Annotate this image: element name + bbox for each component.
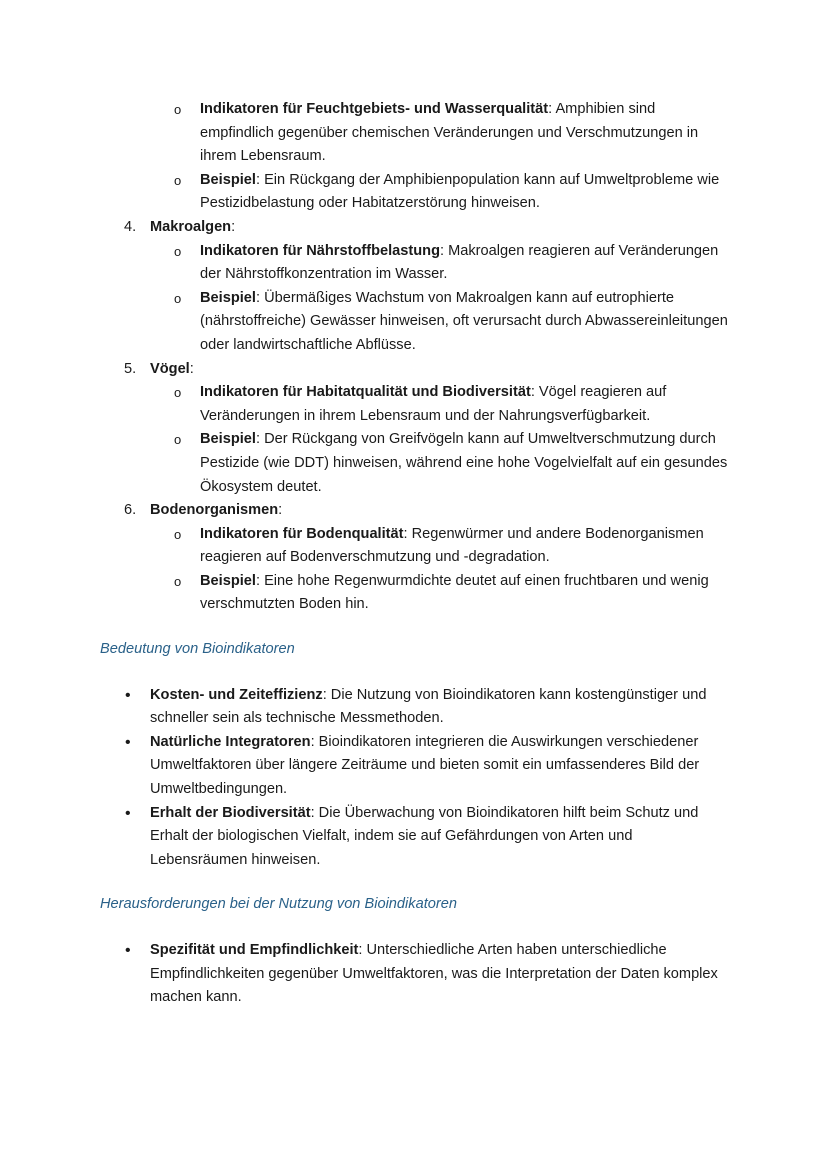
item-label: Spezifität und Empfindlichkeit	[150, 942, 359, 958]
colon: :	[189, 360, 194, 377]
bullet-icon: •	[125, 942, 131, 959]
item-text: : Vögel reagieren auf Veränderungen in ihrem Lebensraum und der Nahrungsverfügbarkeit.	[200, 384, 667, 424]
item-number: 5.	[124, 360, 137, 377]
item-text: : Übermäßiges Wachstum von Makroalgen kann auf eutrophierte (nährstoffreiche) Gewässer hinweisen, oft verursacht durch Abwassereinleitungen oder landwirtschaftliche Abflüsse.	[200, 289, 728, 353]
section-heading: Herausforderungen bei der Nutzung von Bioindikatoren	[100, 896, 457, 913]
circle-bullet-icon: o	[174, 385, 182, 401]
item-label: Natürliche Integratoren	[150, 733, 311, 750]
item-text: : Die Nutzung von Bioindikatoren kann kostengünstiger und schneller sein als technische Messmethoden.	[150, 686, 707, 727]
circle-bullet-icon: o	[174, 573, 182, 589]
item-number: 6.	[124, 502, 137, 519]
item-label: Indikatoren für Feuchtgebiets- und Wasserqualität	[200, 101, 549, 117]
item-number: 4.	[124, 218, 137, 235]
bullet-icon: •	[125, 686, 131, 704]
item-text: : Ein Rückgang der Amphibienpopulation kann auf Umweltprobleme wie Pestizidbelastung oder Habitatzerstörung hinweisen.	[200, 171, 720, 212]
item-text: : Amphibien sind empfindlich gegenüber chemischen Veränderungen und Verschmutzungen in ihrem Lebensraum.	[200, 101, 699, 165]
numbered-item-bodenorganismen	[0, 499, 828, 523]
item-label: Indikatoren für Nährstoffbelastung	[200, 242, 440, 259]
bullet-item	[0, 939, 732, 1010]
circle-bullet-icon: o	[174, 102, 182, 117]
item-text: : Bioindikatoren integrieren die Auswirkungen verschiedener Umweltfaktoren über längere Zeiträume und bieten somit ein umfassenderes Bild der Umweltbedingungen.	[150, 733, 700, 798]
sub-list-item	[0, 381, 730, 428]
item-text: : Eine hohe Regenwurmdichte deutet auf einen fruchtbaren und wenig verschmutzten Boden hin.	[200, 572, 709, 613]
item-label: Indikatoren für Bodenqualität	[200, 525, 404, 542]
colon: :	[278, 502, 283, 519]
circle-bullet-icon: o	[174, 172, 182, 188]
item-title: Bodenorganismen	[150, 502, 279, 519]
sub-list-item	[0, 523, 730, 570]
bullet-icon: •	[125, 733, 131, 751]
bullet-item	[0, 802, 732, 873]
item-label: Indikatoren für Habitatqualität und Biodiversität	[200, 384, 531, 401]
bullet-icon: •	[125, 804, 131, 822]
item-label: Beispiel	[200, 289, 256, 306]
item-label: Kosten- und Zeiteffizienz	[150, 686, 323, 703]
section-heading: Bedeutung von Bioindikatoren	[100, 641, 295, 658]
sub-list-item	[0, 570, 730, 617]
item-title: Makroalgen	[150, 218, 232, 235]
item-label: Beispiel	[200, 171, 256, 188]
item-text: : Der Rückgang von Greifvögeln kann auf Umweltverschmutzung durch Pestizide (wie DDT) hinweisen, während eine hohe Vogelvielfalt auf ein gesundes Ökosystem deutet.	[200, 431, 728, 495]
circle-bullet-icon: o	[174, 243, 182, 259]
numbered-item-voegel	[0, 358, 828, 382]
item-label: Beispiel	[200, 431, 256, 448]
item-label: Erhalt der Biodiversität	[150, 804, 311, 821]
document-page	[0, 98, 828, 1010]
sub-list-item	[0, 98, 730, 169]
item-title: Vögel	[150, 360, 190, 377]
item-text: : Die Überwachung von Bioindikatoren hilft beim Schutz und Erhalt der biologischen Vielfalt, indem sie auf Gefährdungen von Arten und Lebensräumen hinweisen.	[150, 804, 699, 868]
item-text: : Unterschiedliche Arten haben unterschiedliche Empfindlichkeiten gegenüber Umweltfaktoren, was die Interpretation der Daten komplex machen kann.	[150, 942, 718, 1006]
numbered-item-makroalgen	[0, 216, 828, 240]
bullet-item	[0, 731, 732, 802]
sub-list-item	[0, 428, 730, 499]
sub-list-item	[0, 240, 730, 287]
colon: :	[231, 218, 236, 235]
item-label: Beispiel	[200, 572, 256, 589]
sub-list-item	[0, 169, 730, 216]
item-text: : Regenwürmer und andere Bodenorganismen reagieren auf Bodenverschmutzung und -degradation.	[200, 525, 704, 566]
bullet-item	[0, 684, 732, 731]
circle-bullet-icon: o	[174, 290, 182, 306]
item-text: : Makroalgen reagieren auf Veränderungen der Nährstoffkonzentration im Wasser.	[200, 242, 719, 283]
circle-bullet-icon: o	[174, 432, 182, 448]
circle-bullet-icon: o	[174, 526, 182, 542]
sub-list-item	[0, 287, 730, 358]
